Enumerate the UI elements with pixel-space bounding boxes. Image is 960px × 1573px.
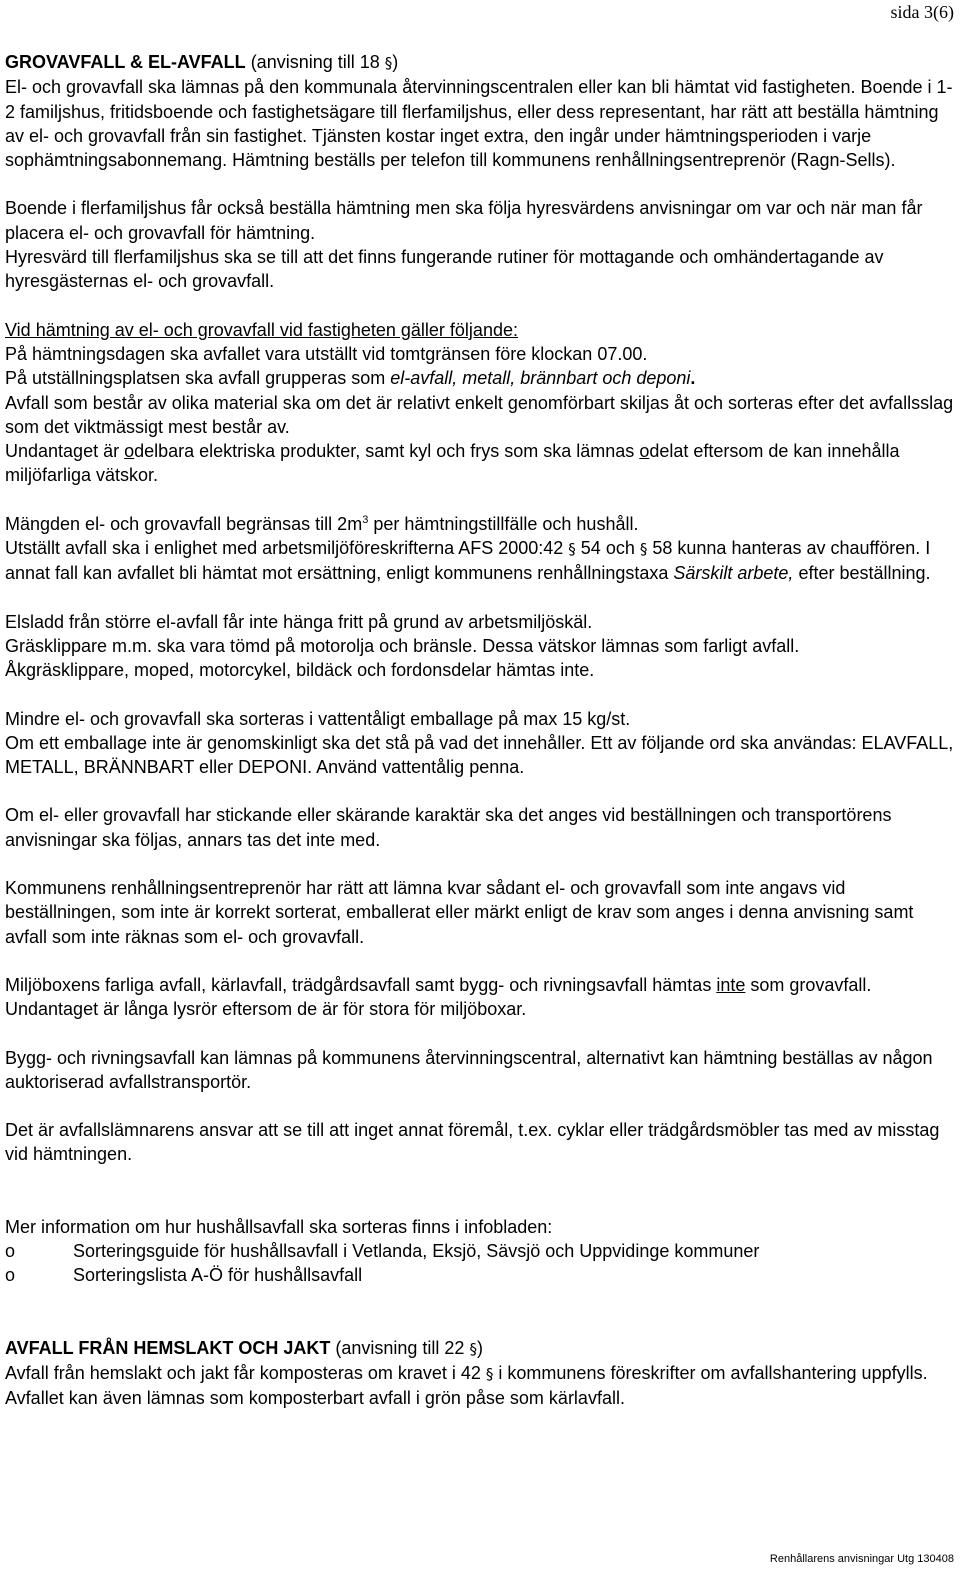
hemslakt-paragraph: Avfall från hemslakt och jakt får komposteras om kravet i 42 § i kommunens föreskrifter om avfallshantering uppfylls. Avfallet kan även lämnas som komposterbart avfall i grön påse som kärlavfall. — [5, 1362, 928, 1409]
emballage-paragraph-1: Mindre el- och grovavfall ska sorteras i vattentåligt emballage på max 15 kg/st. — [5, 708, 631, 729]
list-item: o Sorteringslista A-Ö för hushållsavfall — [5, 1265, 363, 1286]
document-body — [5, 0, 955, 1410]
more-info-paragraph: Mer information om hur hushållsavfall ska sorteras finns i infobladen: — [5, 1216, 553, 1237]
hemslakt-heading-note: (anvisning till 22 §) — [335, 1337, 483, 1358]
grasklippare-paragraph: Gräsklippare m.m. ska vara tömd på motorolja och bränsle. Dessa vätskor lämnas som farligt avfall. — [5, 635, 800, 656]
rules-heading: Vid hämtning av el- och grovavfall vid fastigheten gäller följande: — [5, 319, 518, 340]
rule-1: På hämtningsdagen ska avfallet vara utställt vid tomtgränsen före klockan 07.00. — [5, 343, 648, 364]
hemslakt-heading: AVFALL FRÅN HEMSLAKT OCH JAKT — [5, 1337, 331, 1358]
bygg-paragraph: Bygg- och rivningsavfall kan lämnas på kommunens återvinningscentral, alternativt kan hämtning beställas av någon auktoriserad avfallstransportör. — [5, 1047, 933, 1092]
grovavfall-intro: El- och grovavfall ska lämnas på den kommunala återvinningscentralen eller kan bli hämtat vid fastigheten. Boende i 1-2 familjshus, fritidsboende och fastighetsägare till flerfamiljshus, eller dess representant, har rätt att beställa hämtning av el- och grovavfall från sin fastighet. Tjänsten kostar inget extra, den ingår under hämtningsperioden i varje sophämtningsabonnemang. Hämtning beställs per telefon till kommunens renhållningsentreprenör (Ragn-Sells). — [5, 77, 953, 171]
elsladd-paragraph: Elsladd från större el-avfall får inte hänga fritt på grund av arbetsmiljöskäl. — [5, 611, 593, 632]
kvar-paragraph: Kommunens renhållningsentreprenör har rätt att lämna kvar sådant el- och grovavfall som inte angavs vid beställningen, som inte är korrekt sorterat, emballerat eller märkt enligt de krav som anges i denna anvisning samt avfall som inte räknas som el- och grovavfall. — [5, 878, 914, 947]
rule-2: På utställningsplatsen ska avfall grupperas som el-avfall, metall, brännbart och deponi. — [5, 368, 696, 389]
flerfamilj-paragraph-1: Boende i flerfamiljshus får också beställa hämtning men ska följa hyresvärdens anvisningar om var och när man får placera el- och grovavfall för hämtning. — [5, 198, 923, 243]
infoblad-list — [5, 1239, 955, 1288]
rule-4: Undantaget är odelbara elektriska produkter, samt kyl och frys som ska lämnas odelat eftersom de kan innehålla miljöfarliga vätskor. — [5, 441, 900, 486]
emballage-paragraph-2: Om ett emballage inte är genomskinligt ska det stå på vad det innehåller. Ett av följande ord ska användas: ELAVFALL, METALL, BRÄNNBART eller DEPONI. Använd vattentålig penna. — [5, 732, 954, 778]
grovavfall-heading: GROVAVFALL & EL-AVFALL — [5, 52, 246, 72]
hemslakt-heading-line — [5, 1336, 955, 1361]
afs-paragraph: Utställt avfall ska i enlighet med arbetsmiljöföreskrifterna AFS 2000:42 § 54 och § 58 kunna hanteras av chauffören. I annat fall kan avfallet bli hämtat mot ersättning, enligt kommunens renhållningstaxa Särskilt arbete, efter beställning. — [5, 538, 931, 584]
list-item: o Sorteringsguide för hushållsavfall i Vetlanda, Eksjö, Sävsjö och Uppvidinge kommuner — [5, 1240, 760, 1261]
volume-limit: Mängden el- och grovavfall begränsas till $2m^3$ per hämtningstillfälle och hushåll. — [5, 513, 639, 534]
rule-3: Avfall som består av olika material ska om det är relativt enkelt genomförbart skiljas åt och sorteras efter det avfallsslag som det viktmässigt mest består av. — [5, 392, 954, 437]
grovavfall-heading-line — [5, 50, 955, 75]
miljobox-paragraph: Miljöboxens farliga avfall, kärlavfall, trädgårdsavfall samt bygg- och rivningsavfall hämtas inte som grovavfall. Undantaget är långa lysrör eftersom de är för stora för miljöboxar. — [5, 974, 872, 1020]
footer: Renhållarens anvisningar Utg 130408 — [769, 1553, 954, 1565]
ansvar-paragraph: Det är avfallslämnarens ansvar att se till att inget annat föremål, t.ex. cyklar eller trädgårdsmöbler tas med av misstag vid hämtningen. — [5, 1120, 940, 1165]
flerfamilj-paragraph-2: Hyresvärd till flerfamiljshus ska se till att det finns fungerande rutiner för mottagande och omhändertagande av hyresgästernas el- och grovavfall. — [5, 247, 884, 292]
grovavfall-heading-note: (anvisning till 18 §) — [250, 52, 399, 72]
akgrasklippare-paragraph: Åkgräsklippare, moped, motorcykel, bildäck och fordonsdelar hämtas inte. — [5, 660, 595, 681]
stickande-paragraph: Om el- eller grovavfall har stickande eller skärande karaktär ska det anges vid beställningen och transportörens anvisningar ska följas, annars tas det inte med. — [5, 805, 892, 850]
page-number: sida 3(6) — [890, 2, 954, 22]
